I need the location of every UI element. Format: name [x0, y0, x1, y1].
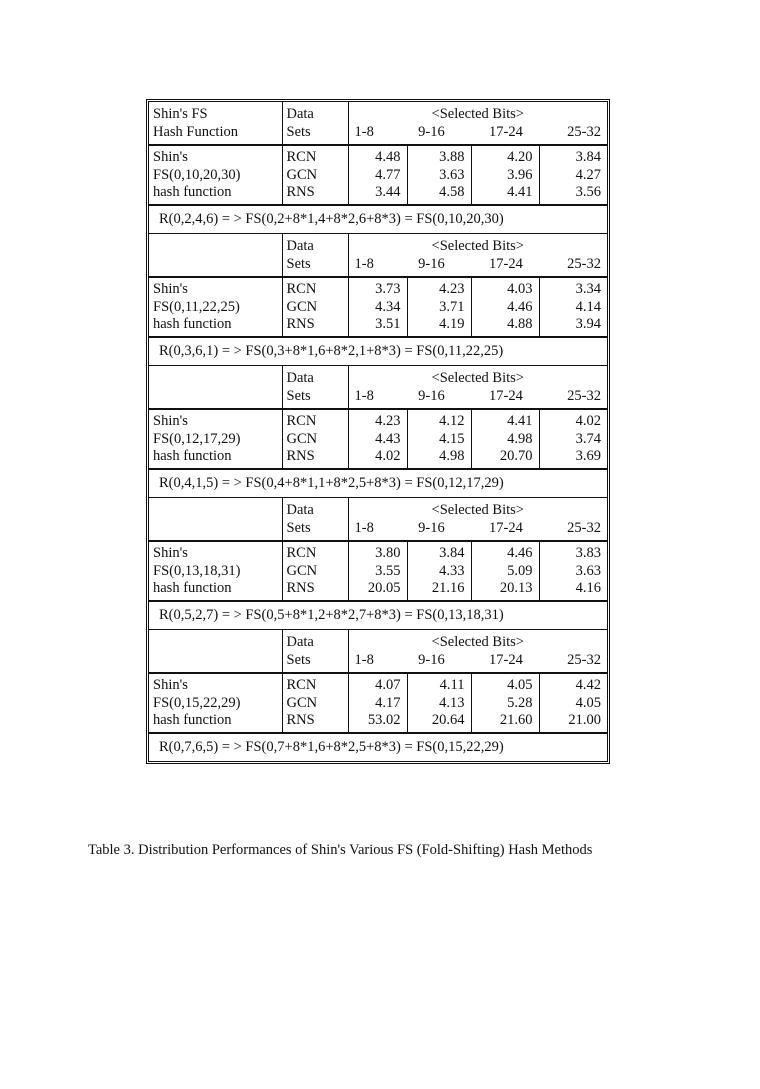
bit-range-label: 25-32	[567, 651, 601, 668]
value-column	[348, 145, 407, 205]
hash-function-header	[149, 366, 282, 410]
header-line: Shin's FS	[153, 106, 208, 122]
value-column	[407, 145, 471, 205]
value-cell: 4.46	[507, 298, 533, 315]
bit-range-label: 17-24	[489, 387, 523, 404]
selected-bits-label: <Selected Bits>	[431, 502, 524, 518]
value-column	[471, 409, 539, 469]
value-cell: 4.07	[375, 677, 401, 693]
value-cell: 20.70	[499, 448, 533, 464]
hash-function-name	[149, 541, 282, 601]
bit-range-labels	[353, 256, 604, 274]
value-cell: 21.60	[499, 712, 533, 728]
data-set-names	[282, 673, 348, 733]
header-line: Data	[286, 238, 314, 254]
value-cell: 3.74	[575, 430, 601, 447]
value-cell: 3.73	[375, 281, 401, 297]
value-cell: 4.98	[507, 430, 533, 447]
header-line: Data	[286, 634, 314, 650]
data-set-name: GCN	[286, 694, 318, 711]
hash-name-line: hash function	[153, 184, 232, 200]
data-set-name: GCN	[286, 166, 318, 183]
value-cell: 3.84	[575, 149, 601, 165]
header-row	[149, 234, 607, 278]
value-column	[407, 541, 471, 601]
data-row	[149, 409, 607, 469]
value-cell: 3.51	[375, 316, 401, 332]
data-sets-header	[282, 234, 348, 278]
table-caption: Table 3. Distribution Performances of Shin's Various FS (Fold-Shifting) Hash Methods	[88, 842, 593, 858]
value-cell: 4.14	[575, 298, 601, 315]
value-cell: 4.77	[375, 166, 401, 183]
value-cell: 4.34	[375, 298, 401, 315]
value-cell: 3.71	[439, 298, 465, 315]
formula-row	[149, 601, 607, 630]
value-cell: 4.58	[439, 184, 465, 200]
data-row	[149, 277, 607, 337]
data-set-name: RNS	[286, 184, 315, 200]
header-line: Hash Function	[153, 123, 238, 140]
hash-name-line: hash function	[153, 448, 232, 464]
data-set-name: GCN	[286, 298, 318, 315]
data-set-names	[282, 409, 348, 469]
formula-text: R(0,2,4,6) = > FS(0,2+8*1,4+8*2,6+8*3) = FS(0,10,20,30)	[159, 210, 504, 227]
header-row	[149, 102, 607, 145]
hash-function-header	[149, 234, 282, 278]
bit-range-label: 17-24	[489, 651, 523, 668]
value-cell: 3.63	[575, 562, 601, 579]
selected-bits-header	[348, 498, 607, 542]
selected-bits-label: <Selected Bits>	[431, 238, 524, 254]
data-set-name: RCN	[286, 281, 317, 297]
data-row	[149, 145, 607, 205]
formula-text: R(0,5,2,7) = > FS(0,5+8*1,2+8*2,7+8*3) = FS(0,13,18,31)	[159, 606, 504, 623]
value-column	[348, 277, 407, 337]
value-column	[348, 673, 407, 733]
bit-range-label: 25-32	[567, 255, 601, 272]
bit-range-label: 17-24	[489, 255, 523, 272]
value-cell: 5.28	[507, 694, 533, 711]
value-cell: 4.02	[375, 448, 401, 464]
value-cell: 3.84	[439, 545, 465, 561]
hash-function-name	[149, 277, 282, 337]
selected-bits-header	[348, 234, 607, 278]
value-cell: 3.94	[575, 316, 601, 332]
value-cell: 4.13	[439, 694, 465, 711]
value-cell: 4.41	[507, 184, 533, 200]
header-line: Data	[286, 106, 314, 122]
value-cell: 3.69	[575, 448, 601, 464]
value-column	[539, 145, 607, 205]
data-set-name: RCN	[286, 677, 317, 693]
value-cell: 4.02	[575, 413, 601, 429]
value-cell: 4.16	[575, 580, 601, 596]
selected-bits-label: <Selected Bits>	[431, 106, 524, 122]
bit-range-label: 25-32	[567, 519, 601, 536]
bit-range-label: 1-8	[354, 123, 374, 140]
bit-range-label: 1-8	[354, 519, 374, 536]
bit-range-label: 9-16	[418, 255, 445, 272]
formula-row	[149, 733, 607, 762]
value-cell: 20.13	[499, 580, 533, 596]
bit-range-labels	[353, 520, 604, 538]
hash-name-line: FS(0,15,22,29)	[153, 694, 241, 711]
header-line: Sets	[286, 387, 311, 404]
hash-name-line: Shin's	[153, 545, 188, 561]
header-line: Data	[286, 370, 314, 386]
hash-name-line: FS(0,10,20,30)	[153, 166, 241, 183]
data-row	[149, 673, 607, 733]
value-cell: 21.16	[431, 580, 465, 596]
formula-text: R(0,7,6,5) = > FS(0,7+8*1,6+8*2,5+8*3) = FS(0,15,22,29)	[159, 738, 504, 755]
value-column	[348, 409, 407, 469]
hash-function-header	[149, 498, 282, 542]
value-cell: 20.05	[367, 580, 401, 596]
value-column	[407, 409, 471, 469]
bit-range-label: 25-32	[567, 123, 601, 140]
value-cell: 4.03	[507, 281, 533, 297]
value-cell: 3.88	[439, 149, 465, 165]
value-cell: 4.19	[439, 316, 465, 332]
bit-range-label: 17-24	[489, 123, 523, 140]
header-line: Data	[286, 502, 314, 518]
results-table-frame	[146, 99, 610, 764]
value-column	[539, 541, 607, 601]
value-cell: 4.98	[439, 448, 465, 464]
hash-name-line: FS(0,11,22,25)	[153, 298, 240, 315]
bit-range-label: 1-8	[354, 387, 374, 404]
value-cell: 4.05	[507, 677, 533, 693]
hash-function-name	[149, 409, 282, 469]
bit-range-label: 1-8	[354, 651, 374, 668]
value-cell: 4.05	[575, 694, 601, 711]
data-set-name: RNS	[286, 316, 315, 332]
value-cell: 4.41	[507, 413, 533, 429]
formula-row	[149, 205, 607, 234]
value-column	[539, 277, 607, 337]
hash-name-line: Shin's	[153, 149, 188, 165]
value-cell: 4.48	[375, 149, 401, 165]
formula-row	[149, 337, 607, 366]
bit-range-label: 9-16	[418, 123, 445, 140]
hash-function-name	[149, 673, 282, 733]
value-cell: 4.33	[439, 562, 465, 579]
value-cell: 4.88	[507, 316, 533, 332]
value-cell: 4.27	[575, 166, 601, 183]
value-column	[471, 145, 539, 205]
value-column	[348, 541, 407, 601]
header-line: Sets	[286, 651, 311, 668]
data-set-name: RNS	[286, 448, 315, 464]
value-column	[407, 673, 471, 733]
value-cell: 21.00	[568, 712, 601, 728]
value-column	[471, 277, 539, 337]
value-cell: 3.96	[507, 166, 533, 183]
value-cell: 3.63	[439, 166, 465, 183]
bit-range-label: 9-16	[418, 651, 445, 668]
data-set-name: GCN	[286, 430, 318, 447]
data-sets-header	[282, 630, 348, 674]
data-sets-header	[282, 498, 348, 542]
value-cell: 3.44	[375, 184, 401, 200]
header-row	[149, 366, 607, 410]
hash-function-header	[149, 102, 282, 145]
data-set-names	[282, 145, 348, 205]
value-cell: 3.56	[575, 184, 601, 200]
hash-name-line: hash function	[153, 316, 232, 332]
bit-range-label: 9-16	[418, 519, 445, 536]
data-set-name: RCN	[286, 545, 317, 561]
data-row	[149, 541, 607, 601]
value-column	[471, 541, 539, 601]
results-table-body	[149, 102, 607, 761]
header-row	[149, 498, 607, 542]
value-cell: 3.83	[575, 545, 601, 561]
hash-function-header	[149, 630, 282, 674]
value-cell: 4.43	[375, 430, 401, 447]
value-cell: 4.46	[507, 545, 533, 561]
bit-range-label: 1-8	[354, 255, 374, 272]
hash-name-line: hash function	[153, 712, 232, 728]
selected-bits-header	[348, 630, 607, 674]
hash-name-line: FS(0,13,18,31)	[153, 562, 241, 579]
value-cell: 53.02	[367, 712, 401, 728]
formula-text: R(0,4,1,5) = > FS(0,4+8*1,1+8*2,5+8*3) = FS(0,12,17,29)	[159, 474, 504, 491]
selected-bits-header	[348, 102, 607, 145]
selected-bits-header	[348, 366, 607, 410]
hash-name-line: hash function	[153, 580, 232, 596]
selected-bits-label: <Selected Bits>	[431, 370, 524, 386]
value-cell: 4.17	[375, 694, 401, 711]
results-table	[149, 102, 607, 761]
header-line: Sets	[286, 255, 311, 272]
value-cell: 3.34	[575, 281, 601, 297]
data-set-name: RNS	[286, 580, 315, 596]
value-cell: 4.20	[507, 149, 533, 165]
value-cell: 4.42	[575, 677, 601, 693]
bit-range-labels	[353, 652, 604, 670]
value-column	[539, 673, 607, 733]
value-cell: 5.09	[507, 562, 533, 579]
formula-row	[149, 469, 607, 498]
data-set-names	[282, 277, 348, 337]
data-set-names	[282, 541, 348, 601]
value-column	[539, 409, 607, 469]
data-set-name: RCN	[286, 149, 317, 165]
header-row	[149, 630, 607, 674]
bit-range-labels	[353, 124, 604, 142]
bit-range-labels	[353, 388, 604, 406]
formula-text: R(0,3,6,1) = > FS(0,3+8*1,6+8*2,1+8*3) = FS(0,11,22,25)	[159, 342, 504, 359]
hash-name-line: Shin's	[153, 413, 188, 429]
hash-name-line: FS(0,12,17,29)	[153, 430, 241, 447]
value-cell: 4.23	[439, 281, 465, 297]
data-set-name: RNS	[286, 712, 315, 728]
selected-bits-label: <Selected Bits>	[431, 634, 524, 650]
bit-range-label: 25-32	[567, 387, 601, 404]
hash-name-line: Shin's	[153, 281, 188, 297]
data-set-name: RCN	[286, 413, 317, 429]
data-set-name: GCN	[286, 562, 318, 579]
bit-range-label: 17-24	[489, 519, 523, 536]
hash-name-line: Shin's	[153, 677, 188, 693]
value-cell: 3.55	[375, 562, 401, 579]
value-cell: 4.23	[375, 413, 401, 429]
hash-function-name	[149, 145, 282, 205]
header-line: Sets	[286, 519, 311, 536]
value-cell: 3.80	[375, 545, 401, 561]
bit-range-label: 9-16	[418, 387, 445, 404]
value-cell: 4.12	[439, 413, 465, 429]
value-column	[407, 277, 471, 337]
data-sets-header	[282, 366, 348, 410]
value-cell: 20.64	[431, 712, 465, 728]
value-cell: 4.15	[439, 430, 465, 447]
header-line: Sets	[286, 123, 311, 140]
value-cell: 4.11	[439, 677, 465, 693]
data-sets-header	[282, 102, 348, 145]
value-column	[471, 673, 539, 733]
